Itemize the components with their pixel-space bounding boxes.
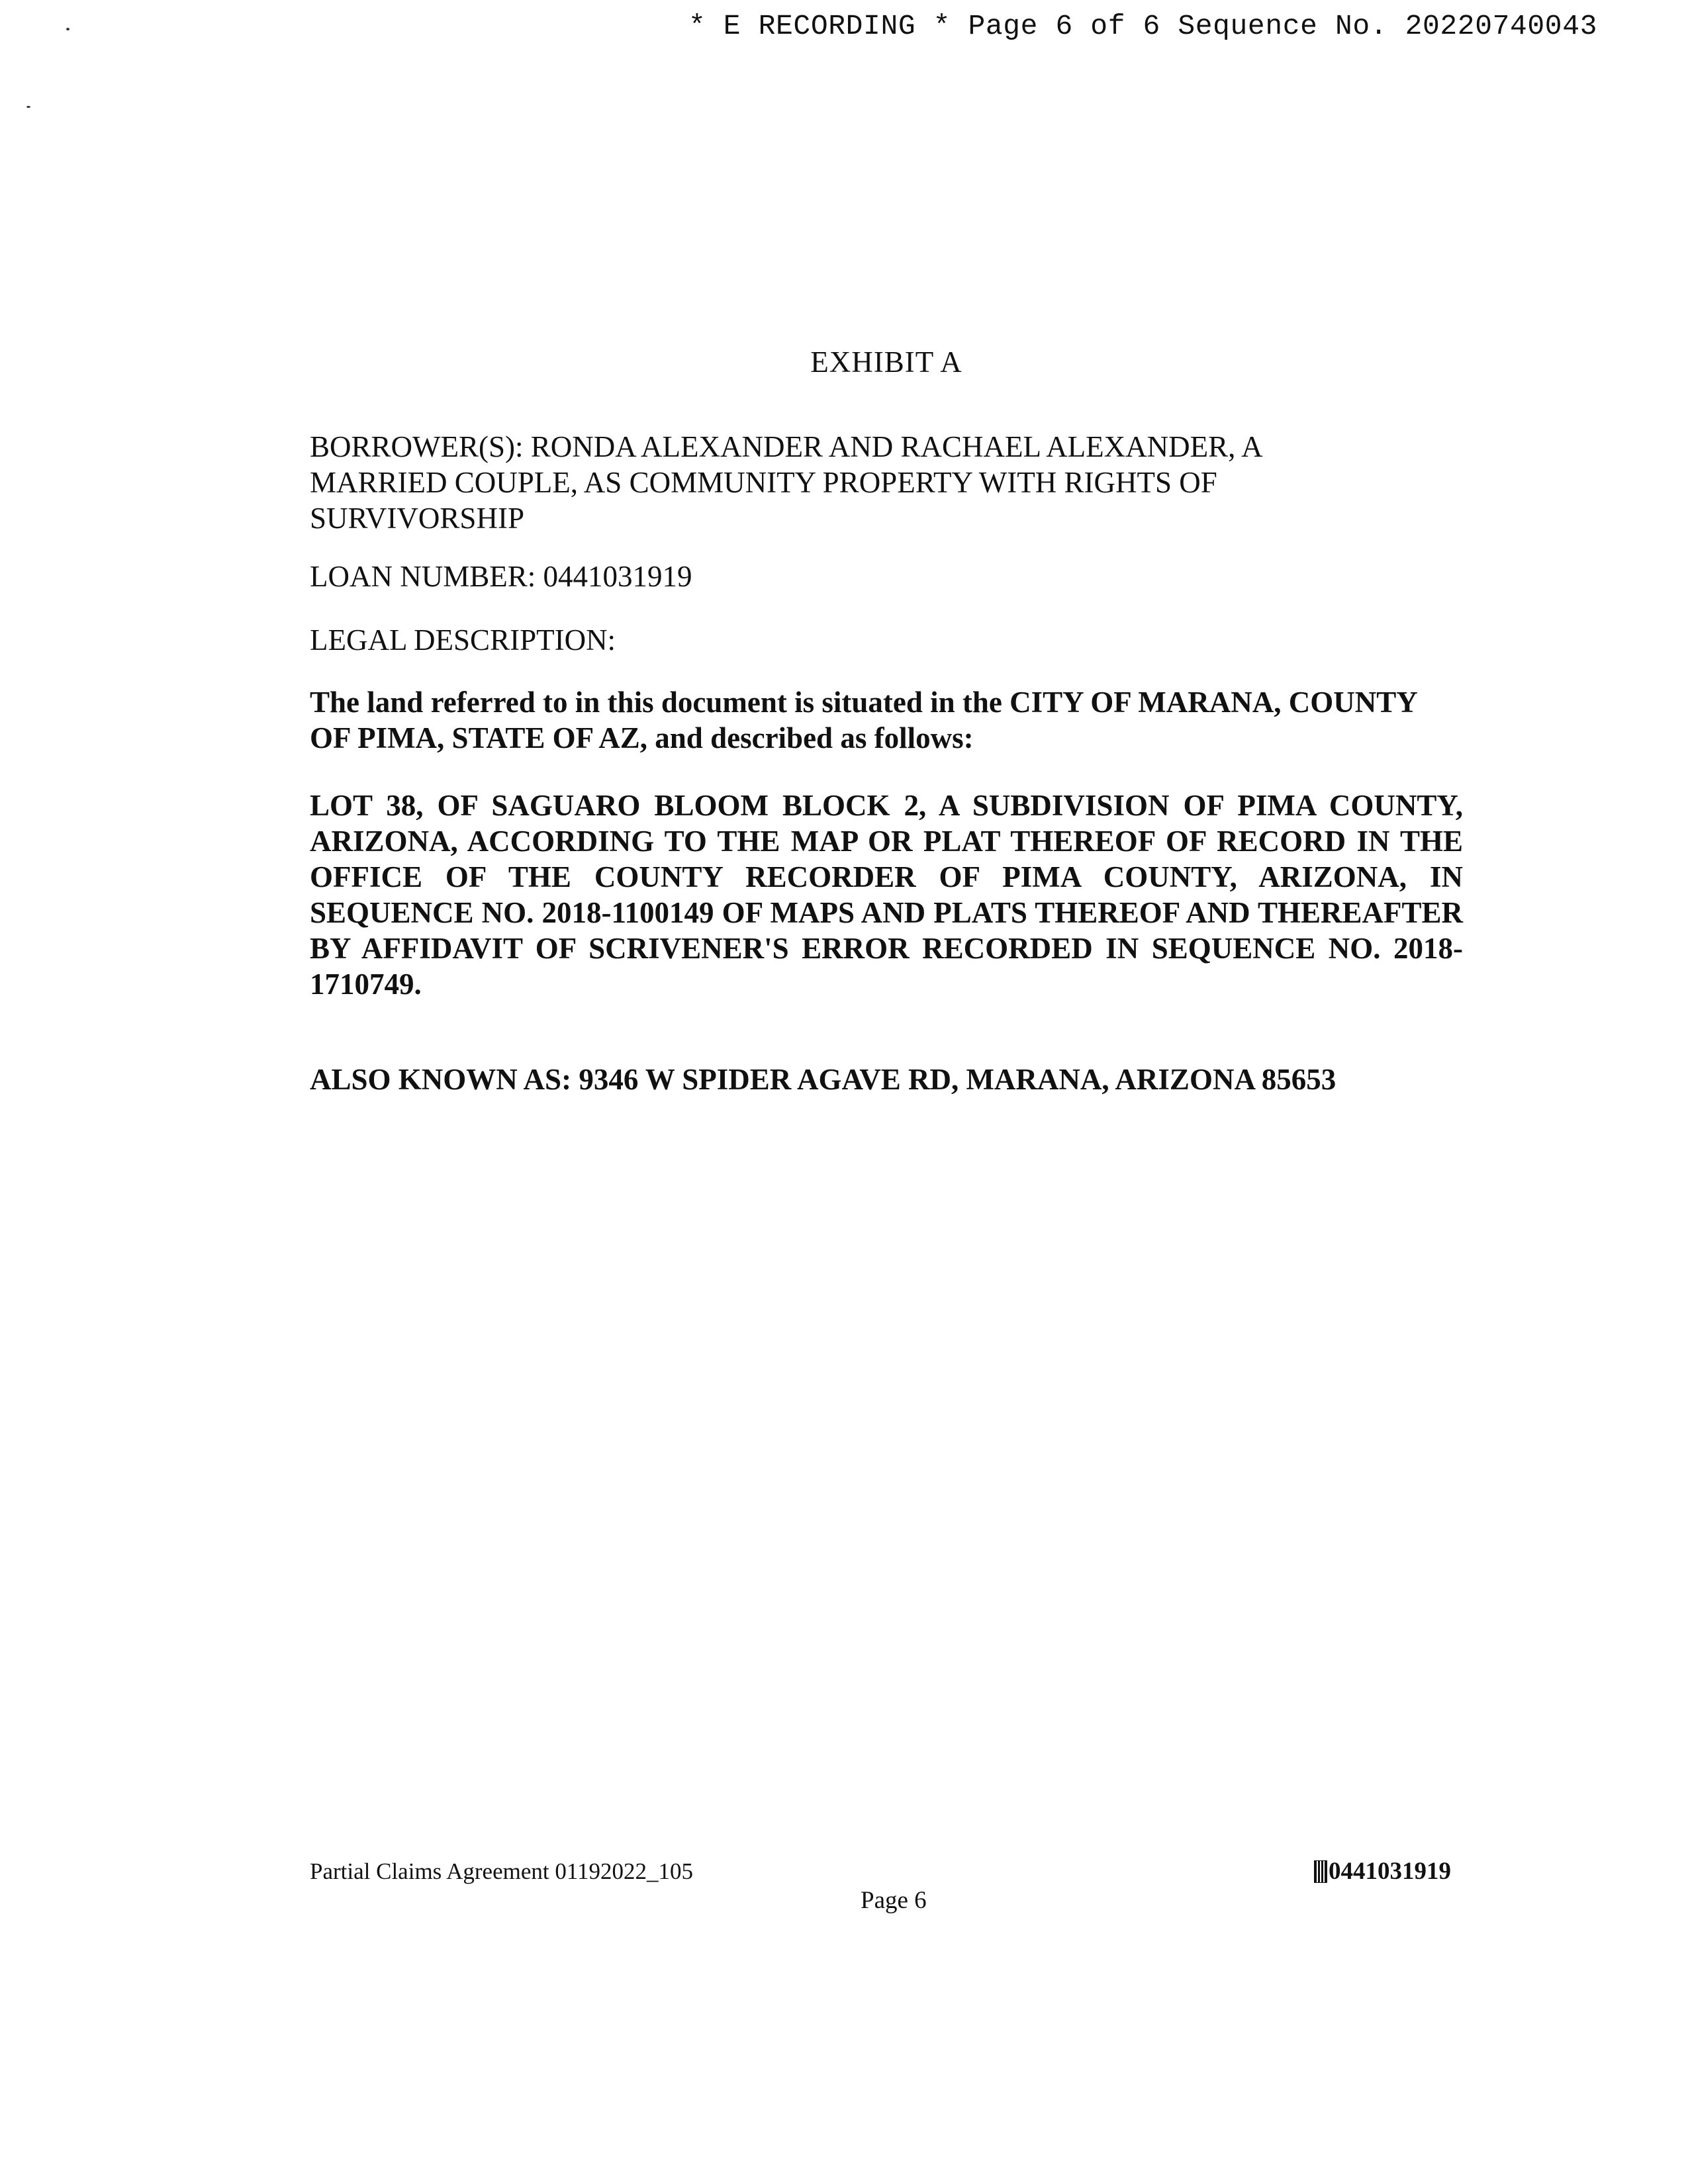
footer-loan-number: 0441031919 bbox=[1329, 1858, 1451, 1885]
lot-description: LOT 38, OF SAGUARO BLOOM BLOCK 2, A SUBDIVISION OF PIMA COUNTY, ARIZONA, ACCORDING TO THE MAP OR PLAT THEREOF OF RECORD IN THE OFFICE OF THE COUNTY RECORDER OF PIMA COUNTY, ARIZONA, IN SEQUENCE NO. 2018-1100149 OF MAPS AND PLATS THEREOF AND THEREAFTER BY AFFIDAVIT OF SCRIVENER'S ERROR RECORDED IN SEQUENCE NO. 2018-1710749. bbox=[310, 789, 1463, 1001]
intro-paragraph: The land referred to in this document is situated in the CITY OF MARANA, COUNTY OF PIMA, STATE OF AZ, and described as follows: bbox=[310, 686, 1417, 754]
footer-loan-barcode bbox=[1314, 1857, 1451, 1886]
footer-document-name: Partial Claims Agreement 01192022_105 bbox=[310, 1858, 694, 1884]
scan-speck bbox=[66, 28, 70, 30]
scan-speck bbox=[26, 106, 30, 108]
legal-description-label: LEGAL DESCRIPTION: bbox=[310, 623, 616, 657]
barcode-icon bbox=[1314, 1860, 1327, 1883]
borrowers: BORROWER(S): RONDA ALEXANDER AND RACHAEL ALEXANDER, A MARRIED COUPLE, AS COMMUNITY PROPERTY WITH RIGHTS OF SURVIVORSHIP bbox=[310, 430, 1262, 535]
recording-header: * E RECORDING * Page 6 of 6 Sequence No. 20220740043 bbox=[688, 10, 1598, 42]
also-known-as: ALSO KNOWN AS: 9346 W SPIDER AGAVE RD, MARANA, ARIZONA 85653 bbox=[310, 1063, 1336, 1096]
page-number: Page 6 bbox=[861, 1887, 927, 1914]
exhibit-title: EXHIBIT A bbox=[810, 345, 962, 379]
loan-number: LOAN NUMBER: 0441031919 bbox=[310, 560, 692, 593]
